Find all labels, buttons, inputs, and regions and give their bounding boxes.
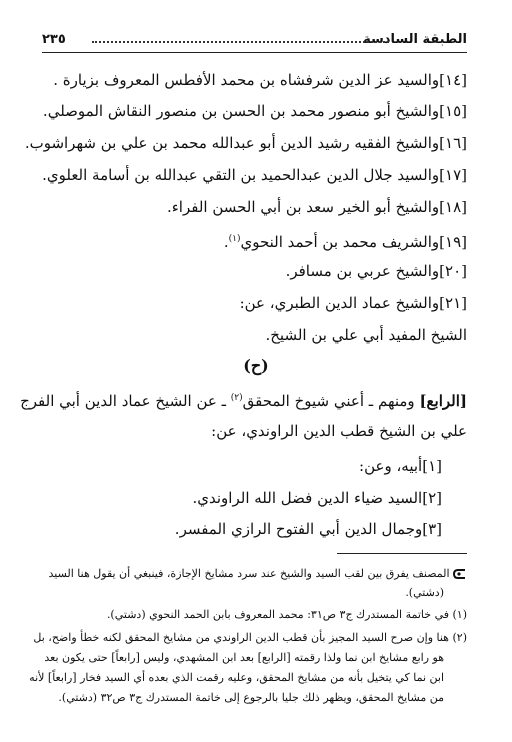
entry-18: [١٨]والشيخ أبو الخير سعد بن أبي الحسن الفراء. [166,198,467,216]
running-title: الطبقة السادسة [363,32,467,47]
entry-15: [١٥]والشيخ أبو منصور محمد بن الحسن بن منصور النقاش الموصلي. [42,102,467,120]
footnote-ref-1: (١) [228,234,241,244]
entry-16: [١٦]والشيخ الفقيه رشيد الدين أبو عبدالله محمد بن علي بن شهراشوب. [24,134,467,152]
entry-19-text: [١٩]والشريف محمد بن أحمد النحوي [240,233,467,251]
page-number: ٢٣٥ [42,32,66,47]
sub-entry-2: [٢]السيد ضياء الدين فضل الله الراوندي. [192,489,442,507]
entry-19: [١٩]والشريف محمد بن أحمد النحوي$^{(١)}$. [223,233,467,251]
paragraph-line-2: علي بن الشيخ قطب الدين الراوندي، عن: [211,422,467,440]
paragraph-line-1 [20,388,467,411]
note-marker-icon [453,568,467,580]
author-note-line-2: (دشتي). [405,586,444,599]
sub-entry-3: [٣]وجمال الدين أبي الفتوح الرازي المفسر. [174,520,442,538]
page-header [42,30,467,53]
footnote-ref-2: (٢) [230,393,243,403]
footnote-2-line-4: من مشايخ المحقق، ويظهر ذلك جليا بالرجوع إلى خاتمة المستدرك ج٣ ص٣٢ (دشتي). [58,691,444,704]
author-note-line-1: المصنف يفرق بين لقب السيد والشيخ عند سرد مشايخ الإجازة، فينبغي أن يقول هنا السيد [48,567,450,580]
entry-14: [١٤]والسيد عز الدين شرفشاه بن محمد الأفطس المعروف بزيارة . [53,71,467,89]
footnote-separator [337,553,467,554]
footnote-2-line-3: ابن نما كي يتخيل بأنه من مشايخ المحقق، وعليه رقمت الذي بعده أي السيد فخار [رابعاً] لأنه [29,671,444,684]
sub-entry-1: [١]أبيه، وعن: [359,457,442,475]
footnote-1: (١) في خاتمة المستدرك ج٣ ص٣١: محمد المعروف بابن الحمد النحوي (دشتي). [106,608,467,621]
header-dot-leader [92,41,389,43]
paragraph-text-1: ومنهم ـ أعني شيوخ المحقق [242,392,420,410]
entry-21: [٢١]والشيخ عماد الدين الطبري، عن: [239,294,467,312]
author-note [40,566,467,582]
paragraph-label: [الرابع] [419,392,467,410]
entry-20: [٢٠]والشيخ عربي بن مسافر. [285,262,467,280]
footnote-2-line-2: هو رابع مشايخ ابن نما ولذا رقمته [الرابع] بعد ابن المشهدي، وليس [رابعاً] حتى يكون بعد [44,651,444,664]
section-letter: (ح) [243,356,269,375]
shaykh-mufid-line: الشيخ المفيد أبي علي بن الشيخ. [265,326,467,344]
entry-17: [١٧]والسيد جلال الدين عبدالحميد بن التقي عبدالله بن أسامة العلوي. [42,166,467,184]
footnote-2-line-1: (٢) هنا وإن صرح السيد المجيز بأن قطب الدين الراوندي من مشايخ المحقق لكنه خطأ واضح، بل [33,631,467,644]
paragraph-text-2: ـ عن الشيخ عماد الدين أبي الفرج [20,392,231,410]
